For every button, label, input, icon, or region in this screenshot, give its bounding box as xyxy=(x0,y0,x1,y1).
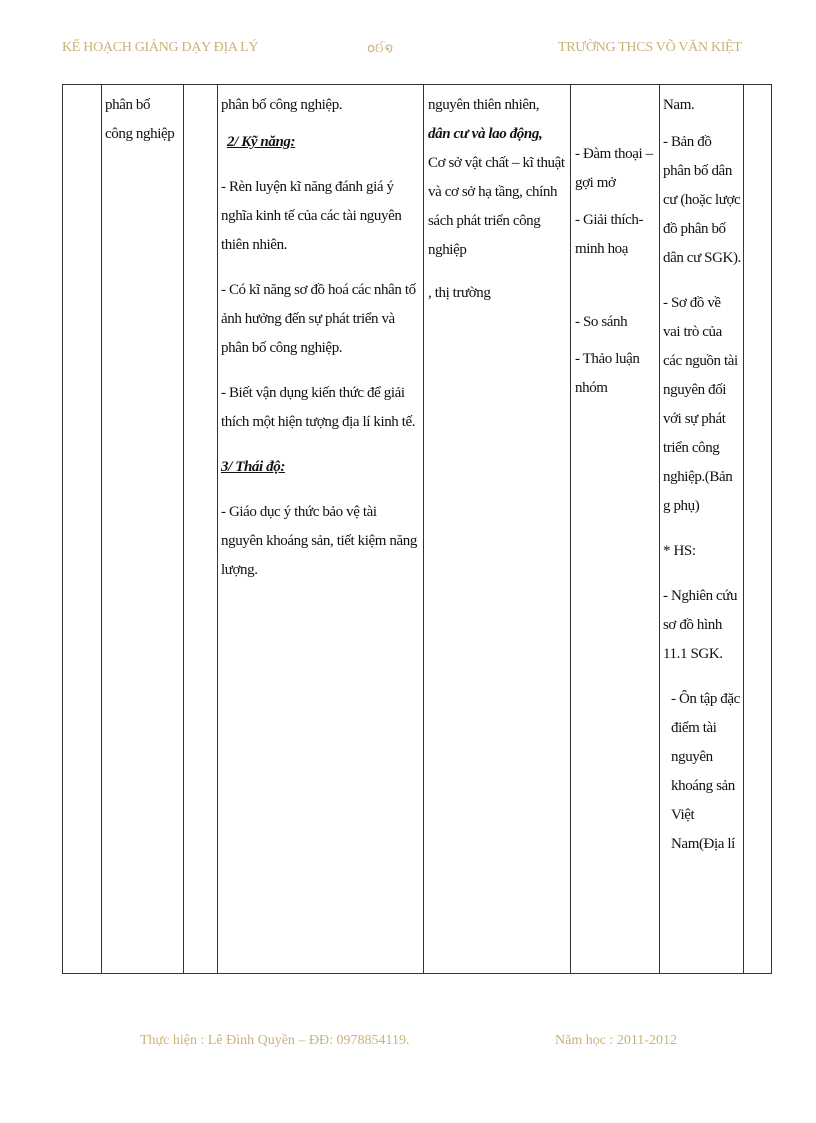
skill-item: - Có kĩ năng sơ đồ hoá các nhân tố ảnh hưởng đến sự phát triển và phân bố công nghiệp. xyxy=(221,282,416,356)
column-divider xyxy=(659,85,660,973)
column-divider xyxy=(101,85,102,973)
lesson-plan-table xyxy=(62,84,772,974)
content-bold: dân cư và lao động, xyxy=(428,126,543,142)
topic-cell xyxy=(105,85,179,973)
header-ornament: ໐ઈ໑ xyxy=(367,40,393,55)
material-item: - Bản đồ phân bố dân cư (hoặc lược đồ phân bố dân cư SGK). xyxy=(663,134,741,266)
material-item: - Nghiên cứu sơ đồ hình 11.1 SGK. xyxy=(663,588,738,662)
objectives-cell xyxy=(221,85,421,973)
content-line: nguyên thiên nhiên, xyxy=(428,97,540,113)
material-item: - Ôn tập đặc điểm tài nguyên khoáng sản Việt Nam(Địa lí xyxy=(671,691,740,852)
column-divider xyxy=(183,85,184,973)
attitude-heading xyxy=(221,453,421,482)
footer-school-year: Năm học : 2011-2012 xyxy=(555,1033,677,1048)
skill-item: - Biết vận dụng kiến thức để giải thích một hiện tượng địa lí kinh tế. xyxy=(221,385,416,430)
column-divider xyxy=(743,85,744,973)
method-item: - Thảo luận nhóm xyxy=(575,351,640,396)
method-item: - Đàm thoại – gợi mở xyxy=(575,146,653,191)
skills-heading xyxy=(221,128,421,157)
material-item: Nam. xyxy=(663,97,695,113)
attitude-heading-text: 3/ Thái độ: xyxy=(221,459,285,475)
method-item: - So sánh xyxy=(575,314,628,330)
attitude-item: - Giáo dục ý thức bảo vệ tài nguyên khoáng sản, tiết kiệm năng lượng. xyxy=(221,504,417,578)
content-rest: Cơ sở vật chất – kĩ thuật và cơ sở hạ tầng, chính sách phát triển công nghiệp xyxy=(428,155,565,258)
content-cell xyxy=(428,85,568,973)
content-text xyxy=(428,91,568,265)
header-right: TRƯỜNG THCS VÕ VĂN KIỆT xyxy=(558,40,742,55)
materials-cell xyxy=(663,85,741,973)
skills-heading-text: 2/ Kỹ năng: xyxy=(227,134,296,150)
content-market: , thị trường xyxy=(428,285,491,301)
column-divider xyxy=(570,85,571,973)
skill-item: - Rèn luyện kĩ năng đánh giá ý nghĩa kinh tế của các tài nguyên thiên nhiên. xyxy=(221,179,402,253)
footer-author: Thực hiện : Lê Đình Quyền – ĐĐ: 0978854119. xyxy=(140,1033,410,1048)
column-divider xyxy=(423,85,424,973)
material-item: - Sơ đồ về vai trò của các nguồn tài nguyên đối với sự phát triển công nghiệp.(Bản g phụ) xyxy=(663,295,738,514)
objectives-intro: phân bố công nghiệp. xyxy=(221,97,343,113)
header-left: KẾ HOẠCH GIẢNG DẠY ĐỊA LÝ xyxy=(62,40,259,55)
topic-text: phân bố công nghiệp xyxy=(105,97,175,142)
method-item: - Giải thích- minh hoạ xyxy=(575,212,644,257)
methods-cell xyxy=(575,85,657,973)
column-divider xyxy=(217,85,218,973)
material-item: * HS: xyxy=(663,543,696,559)
